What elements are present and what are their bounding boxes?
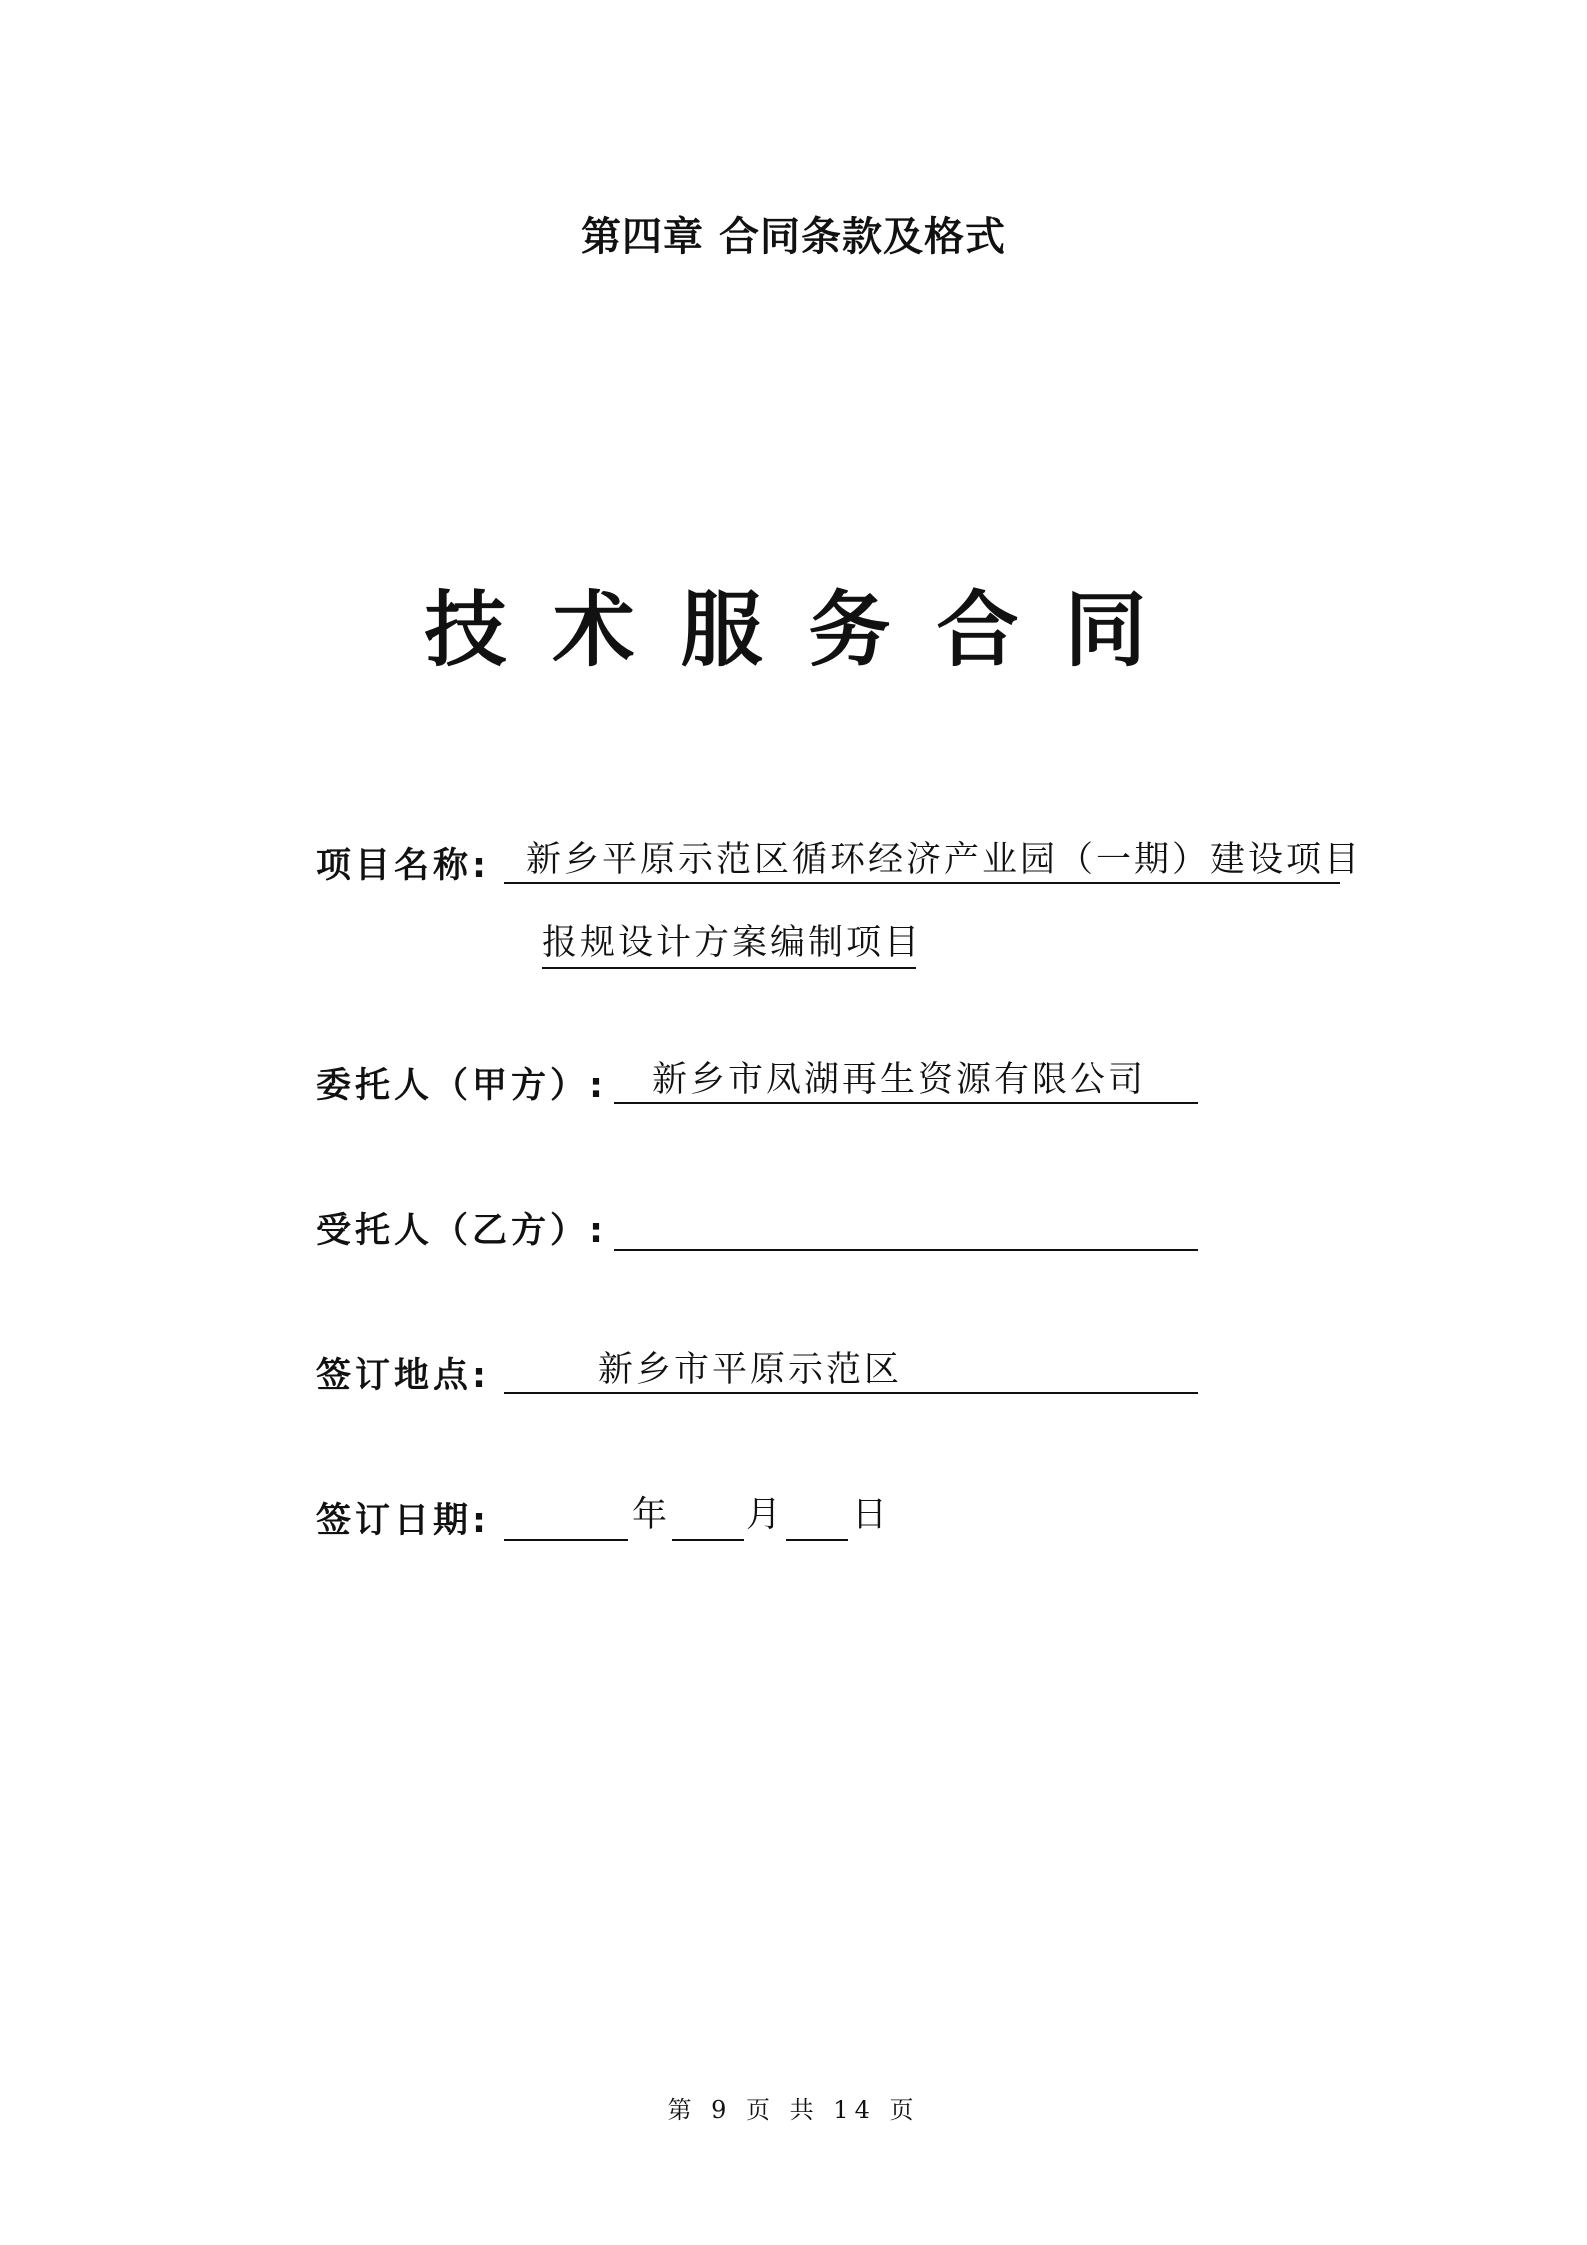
date-day-blank <box>786 1493 848 1541</box>
date-year-blank <box>504 1493 628 1541</box>
date-month-unit: 月 <box>746 1495 782 1535</box>
client-value: 新乡市凤湖再生资源有限公司 <box>614 1058 1198 1104</box>
date-year-unit: 年 <box>632 1495 668 1535</box>
place-value: 新乡市平原示范区 <box>504 1348 1198 1394</box>
project-name-value-line1: 新乡平原示范区循环经济产业园（一期）建设项目 <box>504 838 1340 884</box>
date-day-unit: 日 <box>852 1495 888 1535</box>
chapter-title: 第四章 合同条款及格式 <box>581 214 1006 260</box>
client-label: 委托人（甲方）: <box>316 1066 607 1106</box>
agent-label: 受托人（乙方）: <box>316 1211 607 1251</box>
date-label: 签订日期: <box>316 1501 490 1541</box>
contract-title: 技术服务合同 <box>424 583 1193 678</box>
project-name-value-line2: 报规设计方案编制项目 <box>542 921 916 969</box>
page-number: 第 9 页 共 14 页 <box>667 2096 920 2124</box>
date-month-blank <box>672 1493 744 1541</box>
place-label: 签订地点: <box>316 1356 490 1396</box>
project-name-label: 项目名称: <box>316 846 490 886</box>
agent-value <box>614 1203 1198 1251</box>
